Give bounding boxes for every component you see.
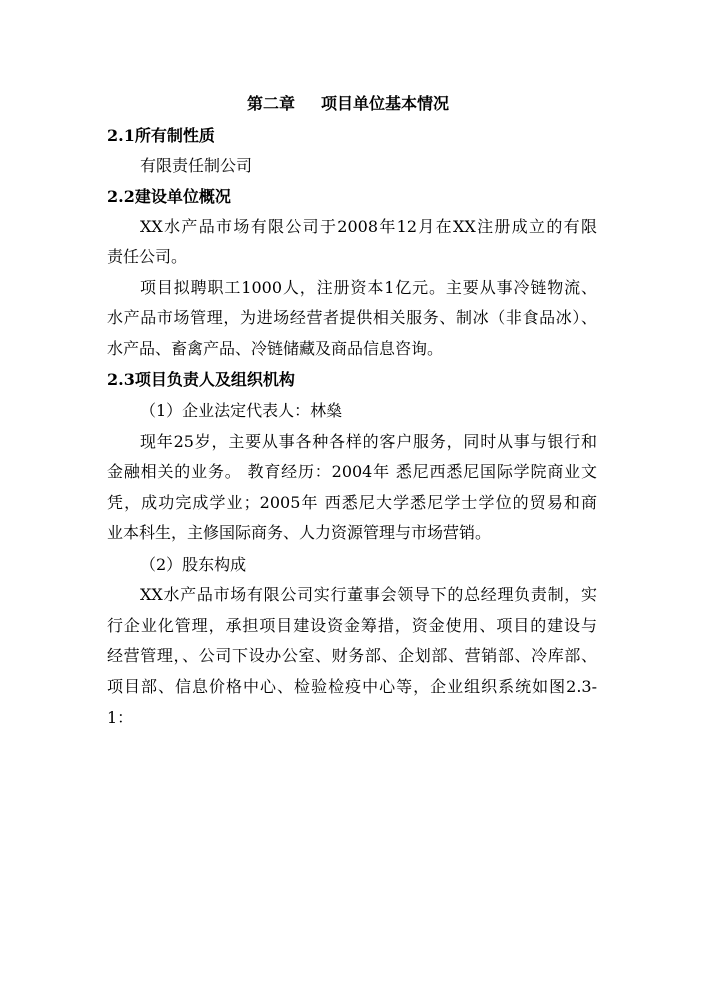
section-heading-2-3: 2.3项目负责人及组织机构 (107, 370, 295, 389)
paragraph-line: XX水产品市场有限公司实行董事会领导下的总经理负责制，实 (140, 585, 597, 604)
chapter-title (247, 94, 449, 114)
section-heading-2-1: 2.1所有制性质 (107, 126, 215, 145)
paragraph-line: 凭，成功完成学业；2005年 西悉尼大学悉尼学士学位的贸易和商 (107, 493, 597, 512)
paragraph-line: 业本科生，主修国际商务、人力资源管理与市场营销。 (107, 523, 492, 542)
paragraph-line: 经营管理，、公司下设办公室、财务部、企划部、营销部、冷库部、 (107, 646, 597, 665)
paragraph-line: XX水产品市场有限公司于2008年12月在XX注册成立的有限 (140, 217, 597, 236)
paragraph-line: 金融相关的业务。 教育经历：2004年 悉尼西悉尼国际学院商业文 (107, 462, 597, 481)
subheading-legal-rep: （1）企业法定代表人：林燊 (140, 401, 343, 420)
chapter-heading: 项目单位基本情况 (321, 94, 450, 113)
paragraph-line: 行企业化管理，承担项目建设资金筹措，资金使用、项目的建设与 (107, 616, 597, 635)
paragraph-line: 项目部、信息价格中心、检验检疫中心等，企业组织系统如图2.3- (107, 677, 597, 696)
chapter-label: 第二章 (247, 94, 296, 113)
paragraph-line: 现年25岁，主要从事各种各样的客户服务，同时从事与银行和 (140, 432, 597, 451)
paragraph-line: 水产品市场管理，为进场经营者提供相关服务、制冰（非食品冰）、 (107, 308, 597, 327)
ownership-text: 有限责任制公司 (140, 156, 253, 175)
paragraph-line: 项目拟聘职工1000人，注册资本1亿元。主要从事冷链物流、 (140, 278, 597, 297)
paragraph-line: 水产品、畜禽产品、冷链储藏及商品信息咨询。 (107, 339, 444, 358)
section-heading-2-2: 2.2建设单位概况 (107, 187, 231, 206)
subheading-shareholders: （2）股东构成 (140, 555, 247, 574)
paragraph-line: 1： (107, 708, 134, 727)
paragraph-line: 责任公司。 (107, 247, 188, 266)
